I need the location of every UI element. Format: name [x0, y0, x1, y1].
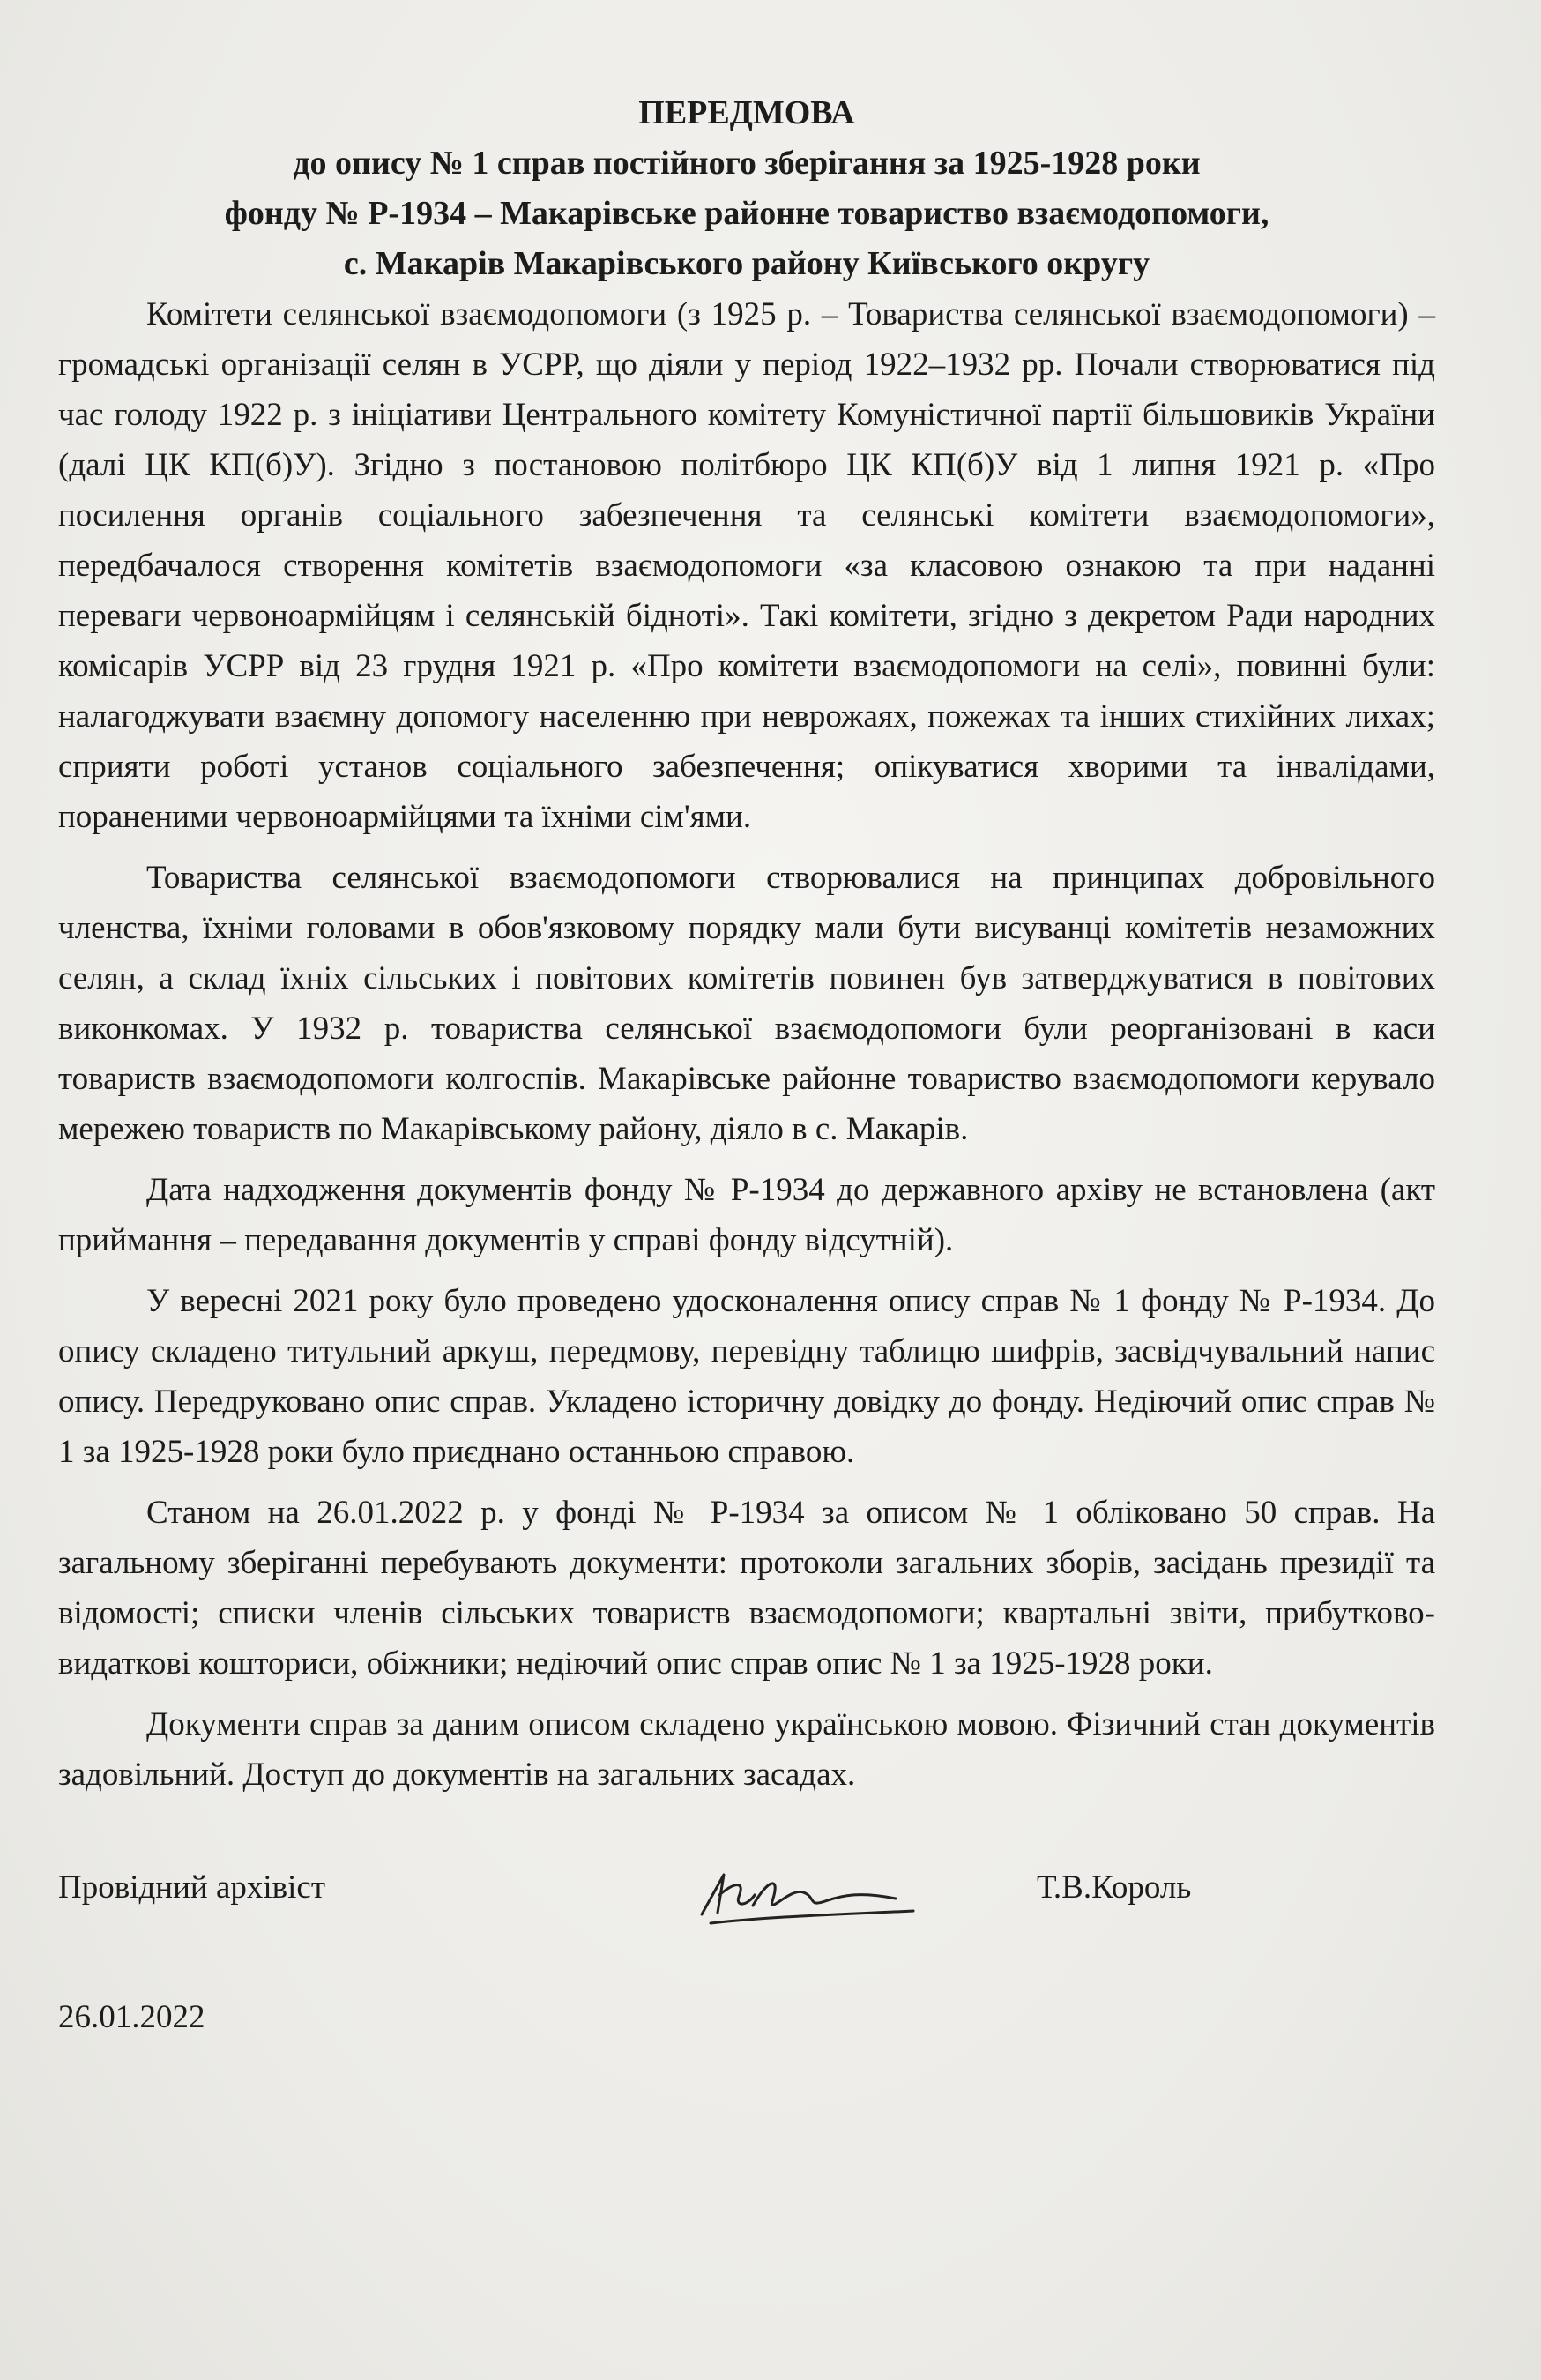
- header-line-2: фонду № Р-1934 – Макарівське районне товариство взаємодопомоги,: [224, 195, 1269, 232]
- header-line-3: с. Макарів Макарівського району Київського округу: [343, 245, 1150, 282]
- document-date: 26.01.2022: [58, 1999, 205, 2035]
- document-title: ПЕРЕДМОВА: [638, 94, 855, 131]
- document-body: [58, 289, 1435, 1800]
- paragraph-1: Комітети селянської взаємодопомоги (з 1925 р. – Товариства селянської взаємодопомоги) – громадські організації селян в УСРР, що діяли у період 1922–1932 рр. Почали створюватися під час голоду 1922 р. з ініціативи Центрального комітету Комуністичної партії більшовиків України (далі ЦК КП(б)У). Згідно з постановою політбюро ЦК КП(б)У від 1 липня 1921 р. «Про посилення органів соціального забезпечення та селянські комітети взаємодопомоги», передбачалося створення комітетів взаємодопомоги «за класовою ознакою та при наданні переваги червоноармійцям і селянській бідноті». Такі комітети, згідно з декретом Ради народних комісарів УСРР від 23 грудня 1921 р. «Про комітети взаємодопомоги на селі», повинні були: налагоджувати взаємну допомогу населенню при неврожаях, пожежах та інших стихійних лихах; сприяти роботі установ соціального забезпечення; опікуватися хворими та інвалідами, пораненими червоноармійцями та їхніми сім'ями.: [58, 296, 1435, 835]
- paragraph-4: У вересні 2021 року було проведено удосконалення опису справ № 1 фонду № Р-1934. До опису складено титульний аркуш, передмову, перевідну таблицю шифрів, засвідчувальний напис опису. Передруковано опис справ. Укладено історичну довідку до фонду. Недіючий опис справ № 1 за 1925-1928 роки було приєднано останньою справою.: [58, 1283, 1435, 1470]
- paragraph-3: Дата надходження документів фонду № Р-1934 до державного архіву не встановлена (акт приймання – передавання документів у справі фонду відсутній).: [58, 1172, 1435, 1258]
- document-header: [58, 88, 1435, 289]
- handwritten-signature: [684, 1853, 949, 1932]
- signer-title: Провідний архівіст: [58, 1869, 325, 1906]
- signature-block: [58, 1853, 1435, 1932]
- paragraph-6: Документи справ за даним описом складено українською мовою. Фізичний стан документів задовільний. Доступ до документів на загальних засадах.: [58, 1706, 1435, 1793]
- header-line-1: до опису № 1 справ постійного зберігання за 1925-1928 роки: [293, 145, 1201, 182]
- paragraph-2: Товариства селянської взаємодопомоги створювалися на принципах добровільного членства, їхніми головами в обов'язковому порядку мали бути висуванці комітетів незаможних селян, а склад їхніх сільських і повітових комітетів повинен був затверджуватися в повітових виконкомах. У 1932 р. товариства селянської взаємодопомоги були реорганізовані в каси товариств взаємодопомоги колгоспів. Макарівське районне товариство взаємодопомоги керувало мережею товариств по Макарівському району, діяло в с. Макарів.: [58, 860, 1435, 1147]
- paragraph-5: Станом на 26.01.2022 р. у фонді № Р-1934 за описом № 1 обліковано 50 справ. На загальному зберіганні перебувають документи: протоколи загальних зборів, засідань президії та відомості; списки членів сільських товариств взаємодопомоги; квартальні звіти, прибутково-видаткові кошториси, обіжники; недіючий опис справ опис № 1 за 1925-1928 роки.: [58, 1495, 1435, 1682]
- signer-name: Т.В.Король: [1037, 1869, 1192, 1906]
